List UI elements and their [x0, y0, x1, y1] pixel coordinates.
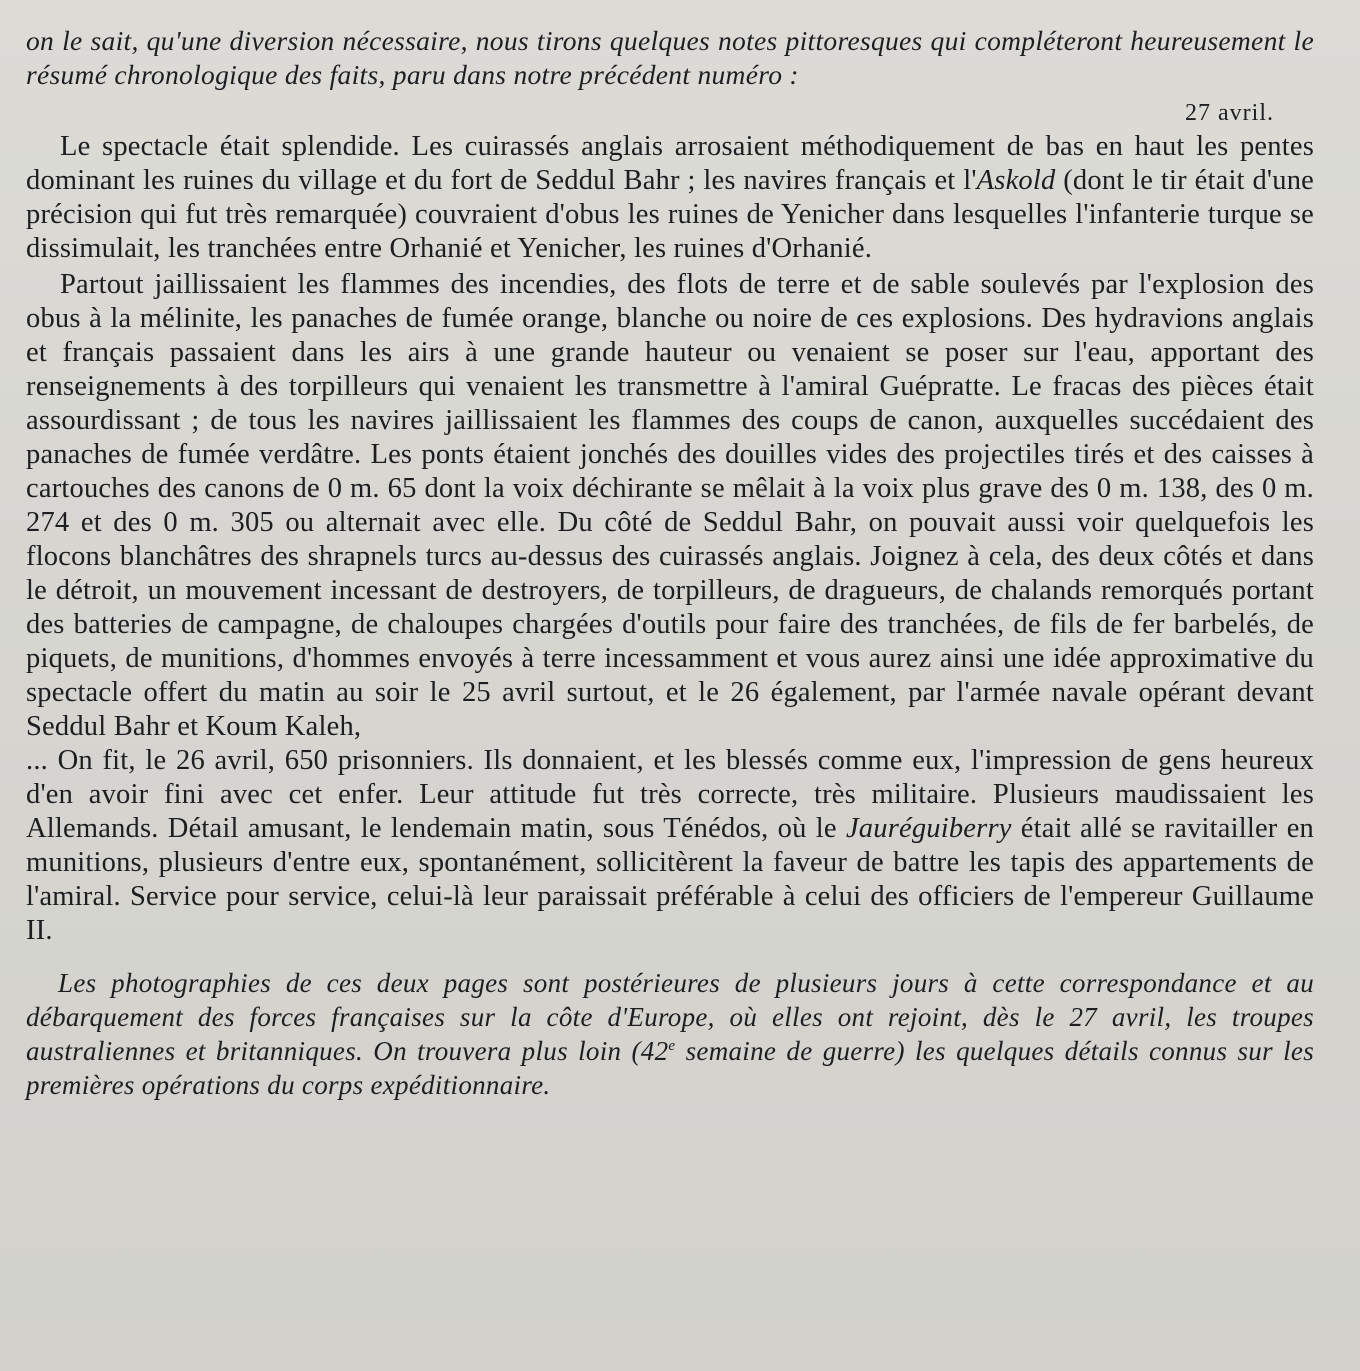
paragraph-text: (dont le tir était d'une précision qui fut très remarquée) couvraient d'obus les ruines de Yenicher dans lesquelles l'infanterie turque se dissimulait, les tranchées entre Orhanié et Yenicher, les ruines d'Orhanié.: [26, 165, 1314, 264]
paragraph-spectacle: [26, 130, 1314, 266]
ordinal-superscript: e: [668, 1038, 676, 1054]
paragraph-text: était allé se ravitailler en munitions, plusieurs d'entre eux, spontanément, sollicitèrent la faveur de battre les tapis des appartements de l'amiral. Service pour service, celui-là leur paraissait préférable à celui des officiers de l'empereur Guillaume II.: [26, 813, 1314, 946]
closing-note: [26, 966, 1314, 1102]
ship-name: Askold: [976, 165, 1056, 196]
closing-text: semaine de guerre) les quelques détails connus sur les premières opérations du corps expéditionnaire.: [26, 1036, 1315, 1100]
intro-paragraph: on le sait, qu'une diversion nécessaire, nous tirons quelques notes pittoresques qui compléteront heureusement le résumé chronologique des faits, paru dans notre précédent numéro :: [26, 25, 1314, 90]
ship-name: Jauréguiberry: [845, 813, 1012, 844]
dateline: 27 avril.: [1185, 100, 1274, 126]
paragraph-prisoners: [26, 744, 1314, 948]
closing-text: Les photographies de ces deux pages sont postérieures de plusieurs jours à cette correspondance et au débarquement des forces françaises sur la côte d'Europe, où elles ont rejoint, dès le 27 avril, les troupes australiennes et britanniques. On trouvera plus loin (42: [26, 968, 1314, 1066]
paragraph-text: Le spectacle était splendide. Les cuirassés anglais arrosaient méthodiquement de bas en haut les pentes dominant les ruines du village et du fort de Seddul Bahr ; les navires français et l': [26, 131, 1314, 196]
article-body: [26, 130, 1314, 948]
paragraph-bombardment: Partout jaillissaient les flammes des incendies, des flots de terre et de sable soulevés par l'explosion des obus à la mélinite, les panaches de fumée orange, blanche ou noire de ces explosions. Des hydravions anglais et français passaient dans les airs à une grande hauteur ou venaient se poser sur l'eau, apportant des renseignements à des torpilleurs qui venaient les transmettre à l'amiral Guépratte. Le fracas des pièces était assourdissant ; de tous les navires jaillissaient les flammes des coups de canon, auxquelles succédaient des panaches de fumée verdâtre. Les ponts étaient jonchés des douilles vides des projectiles tirés et des caisses à cartouches des canons de 0 m. 65 dont la voix déchirante se mêlait à la voix plus grave des 0 m. 138, des 0 m. 274 et des 0 m. 305 ou alternait avec elle. Du côté de Seddul Bahr, on pouvait aussi voir quelquefois les flocons blanchâtres des shrapnels turcs au-dessus des cuirassés anglais. Joignez à cela, des deux côtés et dans le détroit, un mouvement incessant de destroyers, de torpilleurs, de dragueurs, de chalands remorqués portant des batteries de campagne, de chaloupes chargées d'outils pour faire des tranchées, de fils de fer barbelés, de piquets, de munitions, d'hommes envoyés à terre incessamment et vous aurez ainsi une idée approximative du spectacle offert du matin au soir le 25 avril surtout, et le 26 également, par l'armée navale opérant devant Seddul Bahr et Koum Kaleh,: [26, 269, 1314, 742]
paragraph-text: ... On fit, le 26 avril, 650 prisonniers. Ils donnaient, et les blessés comme eux, l'impression de gens heureux d'en avoir fini avec cet enfer. Leur attitude fut très correcte, très militaire. Plusieurs maudissaient les Allemands. Détail amusant, le lendemain matin, sous Ténédos, où le: [26, 745, 1314, 844]
